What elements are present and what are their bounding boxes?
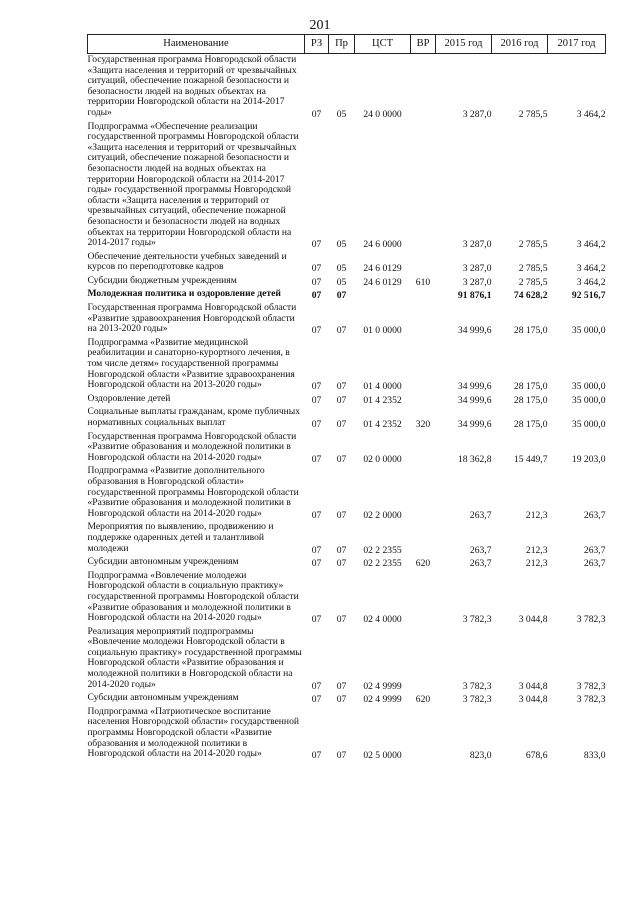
row-pr: 07 — [336, 558, 347, 570]
row-cst: 02 5 0000 — [363, 750, 402, 762]
row-2016: 212,3 — [525, 544, 548, 556]
row-2017: 263,7 — [583, 509, 606, 521]
row-2017: 19 203,0 — [571, 453, 606, 465]
row-vr: 320 — [415, 419, 431, 430]
row-2016: 74 628,2 — [513, 290, 548, 302]
row-pr: 07 — [336, 325, 347, 337]
row-2015: 3 287,0 — [462, 108, 492, 120]
row-2016: 28 175,0 — [513, 419, 548, 430]
row-2016: 2 785,5 — [518, 108, 548, 120]
header-2016: 2016 год — [492, 35, 548, 54]
row-name: Подпрограмма «Вовлечение молодежи Новгородской области в социальную практику» государственной программы Новгородской области «Развитие образования и молодежной политики в Новгородской области на 2014-2020 годы» — [87, 569, 299, 624]
row-vr — [411, 121, 436, 251]
row-name: Подпрограмма «Патриотическое воспитание населения Новгородской области» государственной программы Новгородской области «Развитие образования и молодежной политики в Новгородской области на 2014-2020 годы» — [87, 705, 299, 760]
budget-table — [87, 34, 606, 762]
row-2015: 18 362,8 — [457, 453, 492, 465]
header-pr: Пр — [329, 35, 355, 54]
row-rz: 07 — [311, 239, 322, 251]
table-row — [88, 626, 606, 693]
row-rz: 07 — [311, 419, 322, 430]
row-rz: 07 — [311, 750, 322, 762]
row-cst: 02 2 2355 — [363, 558, 402, 570]
row-rz: 07 — [311, 694, 322, 706]
table-row — [88, 570, 606, 626]
row-cst: 02 4 9999 — [363, 694, 402, 706]
row-vr: 610 — [415, 276, 431, 288]
header-cst: ЦСТ — [355, 35, 411, 54]
row-pr: 07 — [336, 750, 347, 762]
row-2016: 2 785,5 — [518, 276, 548, 288]
row-2017: 35 000,0 — [571, 381, 606, 393]
row-pr: 07 — [336, 694, 347, 706]
table-row — [88, 275, 606, 289]
row-vr — [411, 337, 436, 393]
table-row — [88, 431, 606, 466]
row-cst: 24 6 0129 — [363, 276, 402, 288]
row-cst: 02 4 9999 — [363, 680, 402, 692]
row-pr: 05 — [336, 108, 347, 120]
row-pr: 07 — [336, 544, 347, 556]
row-name: Оздоровление детей — [87, 392, 171, 404]
row-pr: 07 — [336, 509, 347, 521]
table-header-row — [88, 35, 606, 54]
row-2015: 3 782,3 — [462, 694, 492, 706]
table-row — [88, 556, 606, 570]
row-vr — [411, 465, 436, 521]
row-2016: 28 175,0 — [513, 381, 548, 393]
row-2016: 28 175,0 — [513, 325, 548, 337]
row-name: Социальные выплаты гражданам, кроме публичных нормативных социальных выплат — [87, 406, 301, 428]
row-2015: 3 287,0 — [462, 263, 492, 275]
row-rz: 07 — [311, 276, 322, 288]
row-rz: 07 — [311, 263, 322, 275]
row-cst: 01 4 2352 — [363, 394, 402, 406]
row-vr: 620 — [415, 558, 431, 570]
row-cst: 01 0 0000 — [363, 325, 402, 337]
row-rz: 07 — [311, 558, 322, 570]
row-2015: 3 287,0 — [462, 239, 492, 251]
row-2015: 34 999,6 — [457, 381, 492, 393]
header-rz: РЗ — [305, 35, 329, 54]
row-2015: 263,7 — [469, 544, 492, 556]
row-2017: 3 782,3 — [576, 614, 606, 626]
row-pr: 05 — [336, 239, 347, 251]
row-rz: 07 — [311, 381, 322, 393]
row-name: Субсидии автономным учреждениям — [87, 692, 239, 704]
row-name: Государственная программа Новгородской области «Защита населения и территорий от чрезвычайных ситуаций, обеспечение пожарной безопасности и безопасности людей на водных объектах на территории Новгородской области на 2014-2017 годы» — [87, 54, 297, 118]
row-2017: 263,7 — [583, 544, 606, 556]
row-vr — [411, 521, 436, 556]
row-2017: 35 000,0 — [571, 325, 606, 337]
table-row — [88, 288, 606, 302]
row-vr — [411, 288, 436, 302]
row-2016: 28 175,0 — [513, 394, 548, 406]
row-cst: 24 6 0000 — [363, 239, 402, 251]
row-2015: 3 782,3 — [462, 614, 492, 626]
row-2016: 15 449,7 — [513, 453, 548, 465]
row-pr: 07 — [336, 381, 347, 393]
row-vr: 620 — [415, 694, 431, 706]
row-pr: 07 — [336, 614, 347, 626]
table-body — [88, 54, 606, 762]
row-name: Субсидии бюджетным учреждениям — [87, 274, 237, 286]
table-row — [88, 302, 606, 337]
row-name: Молодежная политика и оздоровление детей — [87, 288, 281, 300]
row-cst: 01 4 0000 — [363, 381, 402, 393]
row-2016: 212,3 — [525, 509, 548, 521]
table-row — [88, 251, 606, 275]
row-name: Подпрограмма «Обеспечение реализации государственной программы Новгородской области «Защита населения и территорий от чрезвычайных ситуаций, обеспечение пожарной безопасности и безопасности людей на водных объектах на территории Новгородской области на 2014-2017 годы» государственной программы Новгородской области «Защита населения и территорий от чрезвычайных ситуаций, обеспечение пожарной безопасности и безопасности людей на водных объектах на территории Новгородской области на 2014-2017 годы» — [87, 120, 299, 249]
row-2017: 3 464,2 — [576, 108, 606, 120]
row-cst: 24 6 0129 — [363, 263, 402, 275]
header-name: Наименование — [88, 35, 305, 54]
row-pr: 07 — [336, 680, 347, 692]
row-rz: 07 — [311, 544, 322, 556]
row-name: Государственная программа Новгородской области «Развитие здравоохранения Новгородской области на 2013-2020 годы» — [87, 302, 297, 335]
row-2016: 3 044,8 — [518, 680, 548, 692]
table-row — [88, 406, 606, 430]
row-rz: 07 — [311, 108, 322, 120]
row-vr — [411, 302, 436, 337]
row-rz: 07 — [311, 394, 322, 406]
row-2017: 3 782,3 — [576, 680, 606, 692]
row-name: Обеспечение деятельности учебных заведений и курсов по переподготовке кадров — [87, 250, 287, 273]
table-row — [88, 393, 606, 407]
page-number: 201 — [309, 18, 331, 33]
row-rz: 07 — [311, 325, 322, 337]
table-row — [88, 54, 606, 121]
row-vr — [411, 706, 436, 762]
row-cst: 02 4 0000 — [363, 614, 402, 626]
row-2015: 3 782,3 — [462, 680, 492, 692]
row-pr: 05 — [336, 263, 347, 275]
row-2017: 3 464,2 — [576, 263, 606, 275]
table-row — [88, 692, 606, 706]
row-2015: 263,7 — [469, 558, 492, 570]
row-2017: 35 000,0 — [571, 394, 606, 406]
row-2016: 678,6 — [525, 750, 548, 762]
row-2015: 823,0 — [469, 750, 492, 762]
row-pr: 07 — [336, 290, 347, 302]
row-vr — [411, 251, 436, 275]
row-name: Государственная программа Новгородской области «Развитие образования и молодежной политики в Новгородской области на 2014-2020 годы» — [87, 430, 297, 463]
row-cst: 01 4 2352 — [363, 419, 402, 430]
row-cst: 02 2 2355 — [363, 544, 402, 556]
row-2017: 833,0 — [583, 750, 606, 762]
row-vr — [411, 626, 436, 693]
row-name: Подпрограмма «Развитие медицинской реабилитации и санаторно-курортного лечения, в том числе детям» государственной программы Новгородской области «Развитие здравоохранения Новгородской области на 2013-2020 годы» — [87, 336, 295, 391]
row-2016: 3 044,8 — [518, 694, 548, 706]
row-cst: 02 2 0000 — [363, 509, 402, 521]
row-name: Реализация мероприятий подпрограммы «Вовлечение молодежи Новгородской области в социальную практику» государственной программы Новгородской области «Развитие образования и молодежной политики в Новгородской области на 2014-2020 годы» — [87, 625, 302, 690]
row-rz: 07 — [311, 509, 322, 521]
row-name: Мероприятия по выявлению, продвижению и поддержке одаренных детей и талантливой молодежи — [87, 521, 274, 554]
row-2017: 3 464,2 — [576, 239, 606, 251]
row-name: Субсидии автономным учреждениям — [87, 556, 239, 568]
row-2017: 35 000,0 — [571, 419, 606, 430]
table-row — [88, 121, 606, 251]
table-row — [88, 465, 606, 521]
row-2017: 92 516,7 — [571, 290, 606, 302]
header-2017: 2017 год — [548, 35, 606, 54]
row-pr: 07 — [336, 419, 347, 430]
row-vr — [411, 54, 436, 121]
table-row — [88, 521, 606, 556]
row-2015: 91 876,1 — [457, 290, 492, 302]
row-rz: 07 — [311, 453, 322, 465]
row-cst: 24 0 0000 — [363, 108, 402, 120]
row-2015: 34 999,6 — [457, 419, 492, 430]
row-2016: 3 044,8 — [518, 614, 548, 626]
row-2015: 34 999,6 — [457, 394, 492, 406]
header-2015: 2015 год — [436, 35, 492, 54]
row-2015: 3 287,0 — [462, 276, 492, 288]
row-cst — [355, 288, 411, 302]
row-2017: 3 782,3 — [576, 694, 606, 706]
row-2015: 34 999,6 — [457, 325, 492, 337]
row-vr — [411, 431, 436, 466]
row-pr: 07 — [336, 394, 347, 406]
row-2017: 3 464,2 — [576, 276, 606, 288]
header-vr: ВР — [411, 35, 436, 54]
row-cst: 02 0 0000 — [363, 453, 402, 465]
row-vr — [411, 393, 436, 407]
row-pr: 05 — [336, 276, 347, 288]
row-rz: 07 — [311, 614, 322, 626]
row-2016: 212,3 — [525, 558, 548, 570]
table-row — [88, 706, 606, 762]
row-rz: 07 — [311, 680, 322, 692]
row-2015: 263,7 — [469, 509, 492, 521]
row-2016: 2 785,5 — [518, 263, 548, 275]
row-rz: 07 — [311, 290, 322, 302]
row-2016: 2 785,5 — [518, 239, 548, 251]
row-vr — [411, 570, 436, 626]
row-2017: 263,7 — [583, 558, 606, 570]
table-row — [88, 337, 606, 393]
row-name: Подпрограмма «Развитие дополнительного образования в Новгородской области» государственной программы Новгородской области «Развитие образования и молодежной политики в Новгородской области на 2014-2020 годы» — [87, 465, 299, 519]
row-pr: 07 — [336, 453, 347, 465]
